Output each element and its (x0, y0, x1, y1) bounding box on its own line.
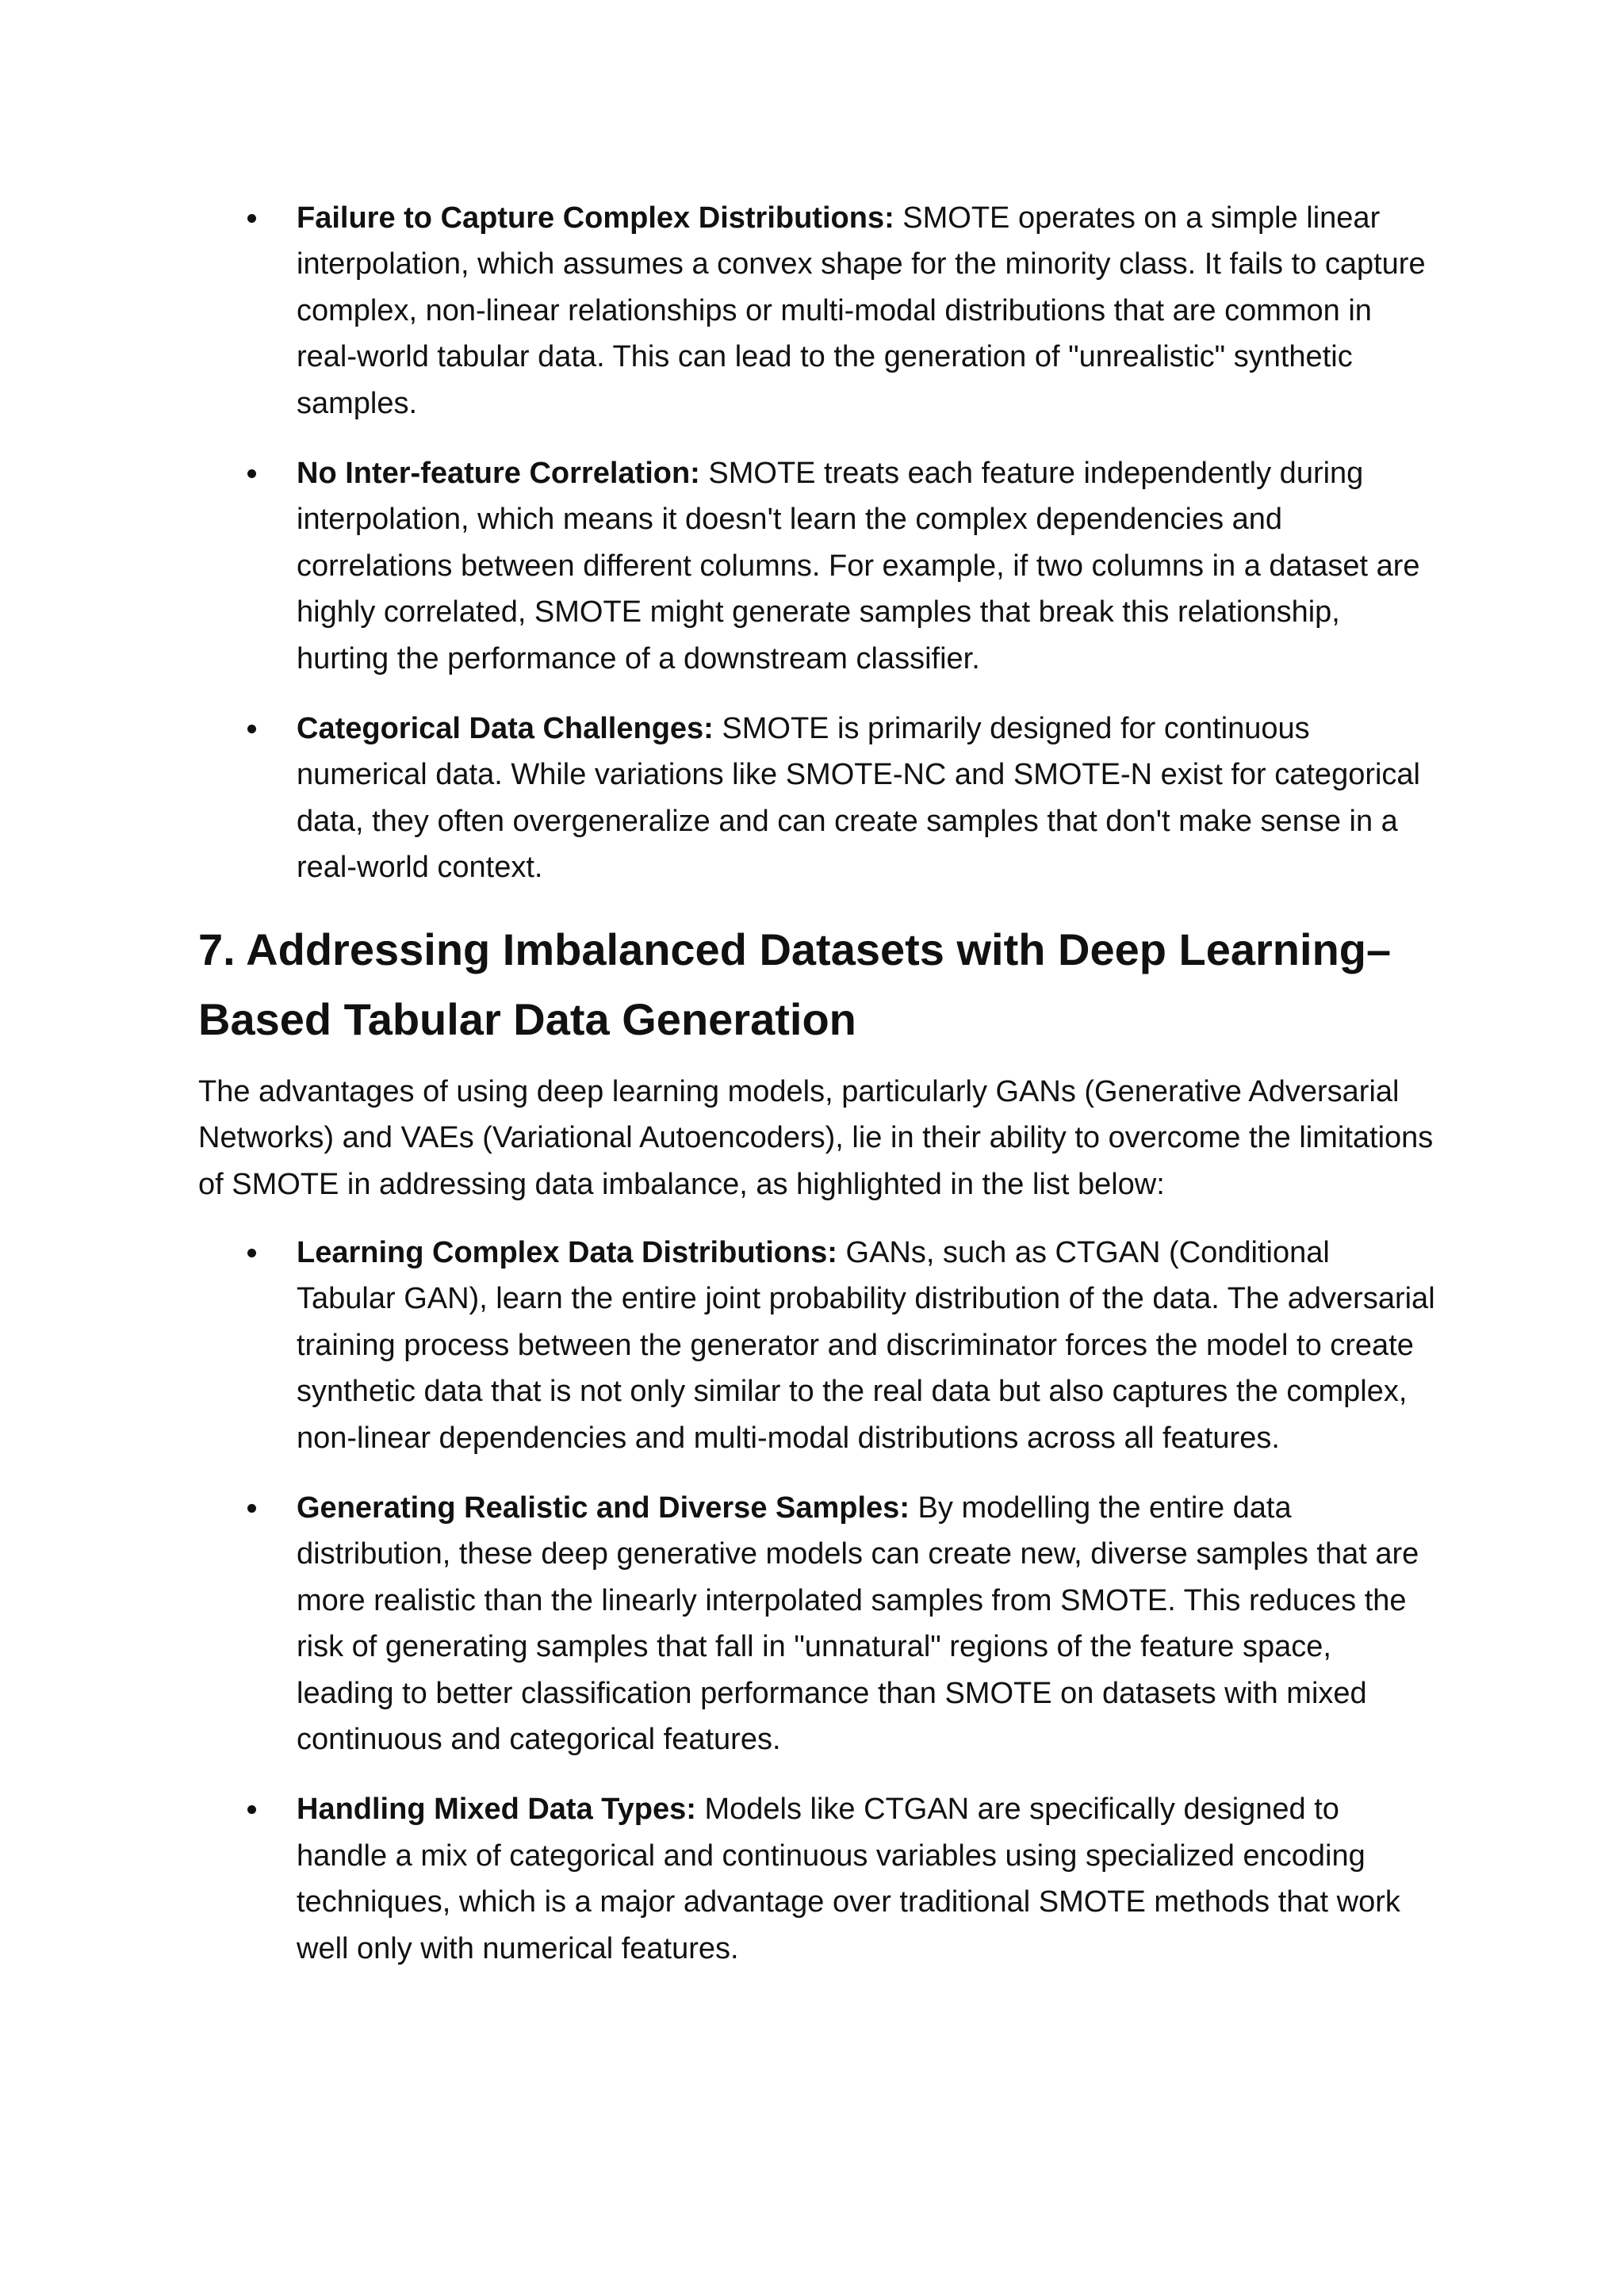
list-item-text: SMOTE operates on a simple linear interpolation, which assumes a convex shape for the minority class. It fails to capture complex, non-linear relationships or multi-modal distributions that are common in real-world tabular data. This can lead to the generation of "unrealistic" synthetic samples. (297, 201, 1426, 420)
list-item-term: Categorical Data Challenges: (297, 712, 714, 746)
list-item (198, 1485, 1435, 1762)
section-heading: 7. Addressing Imbalanced Datasets with Deep Learning–Based Tabular Data Generation (198, 924, 1392, 1044)
smote-limitations-list (198, 195, 1435, 891)
list-item-term: Handling Mixed Data Types: (297, 1793, 696, 1827)
bullet-icon (247, 1504, 256, 1513)
list-item-term: Generating Realistic and Diverse Samples: (297, 1490, 910, 1525)
list-item-text: By modelling the entire data distribution, these deep generative models can create new, diverse samples that are more realistic than the linearly interpolated samples from SMOTE. This reduces the risk of generating samples that fall in "unnatural" regions of the feature space, leading to better classification performance than SMOTE on datasets with mixed continuous and categorical features. (297, 1490, 1419, 1756)
list-item (198, 450, 1435, 682)
bullet-icon (247, 214, 256, 223)
bullet-icon (247, 1805, 256, 1814)
section-intro-paragraph: The advantages of using deep learning models, particularly GANs (Generative Adversarial Networks) and VAEs (Variational Autoencoders), lie in their ability to overcome the limitations of SMOTE in addressing data imbalance, as highlighted in the list below: (198, 1074, 1434, 1201)
bullet-icon (247, 725, 256, 733)
list-item-term: No Inter-feature Correlation: (297, 457, 700, 491)
list-item (198, 1230, 1435, 1461)
list-item (198, 195, 1435, 427)
list-item-term: Learning Complex Data Distributions: (297, 1235, 837, 1269)
bullet-icon (247, 469, 256, 478)
deep-learning-advantages-list (198, 1230, 1435, 1972)
page-content (198, 195, 1435, 1996)
list-item-text: Models like CTGAN are specifically designed to handle a mix of categorical and continuous variables using specialized encoding techniques, which is a major advantage over traditional SMOTE methods that work well only with numerical features. (297, 1793, 1400, 1965)
list-item (198, 1786, 1435, 1972)
list-item-term: Failure to Capture Complex Distributions: (297, 201, 894, 235)
list-item-text: GANs, such as CTGAN (Conditional Tabular GAN), learn the entire joint probability distribution of the data. The adversarial training process between the generator and discriminator forces the model to create synthetic data that is not only similar to the real data but also captures the complex, non-linear dependencies and multi-modal distributions across all features. (297, 1235, 1435, 1455)
list-item-text: SMOTE is primarily designed for continuous numerical data. While variations like SMOTE-NC and SMOTE-N exist for categorical data, they often overgeneralize and can create samples that don't make sense in a real-world context. (297, 712, 1421, 885)
bullet-icon (247, 1249, 256, 1257)
list-item-text: SMOTE treats each feature independently during interpolation, which means it doesn't learn the complex dependencies and correlations between different columns. For example, if two columns in a dataset are highly correlated, SMOTE might generate samples that break this relationship, hurting the performance of a downstream classifier. (297, 457, 1420, 675)
list-item (198, 706, 1435, 891)
